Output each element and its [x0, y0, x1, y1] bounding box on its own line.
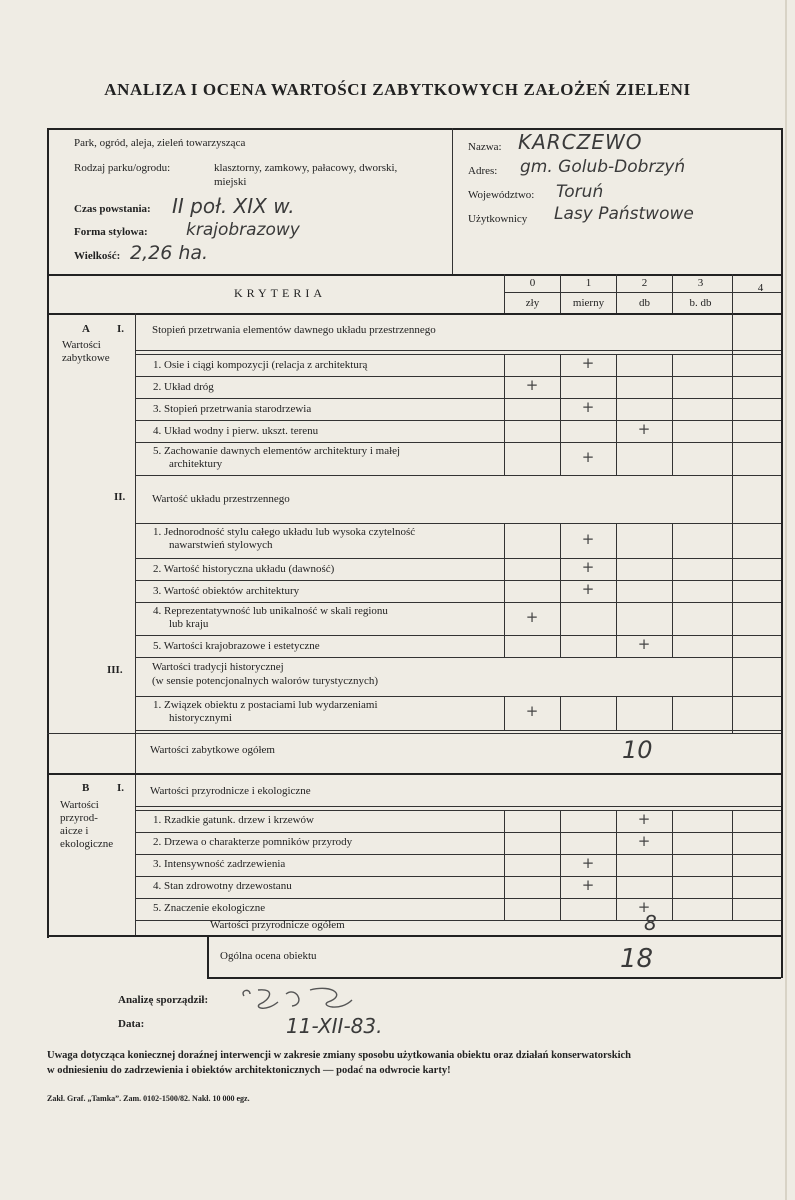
- section-a-group-3-subtitle: (w sensie potencjonalnych walorów turystycznych): [152, 675, 379, 687]
- section-b-row-label: 4. Stan zdrowotny drzewostanu: [153, 880, 292, 892]
- section-a-roman: I.: [117, 323, 125, 335]
- section-a-row-line: [135, 696, 781, 697]
- section-a-row-label: 4. Reprezentatywność lub unikalność w skali regionu: [153, 605, 388, 617]
- section-a-score-mark: +: [637, 635, 651, 653]
- criteria-top-line: [47, 274, 781, 276]
- section-b-cell-line: [672, 898, 673, 920]
- section-a-row-label: 5. Wartości krajobrazowe i estetyczne: [153, 639, 320, 652]
- overall-left-border: [207, 935, 209, 977]
- printer-info: Zakł. Graf. „Tamka”. Zam. 0102-1500/82. Nakł. 10 000 egz.: [47, 1094, 250, 1103]
- section-a-cell-line: [616, 376, 617, 398]
- table-right-border: [781, 128, 783, 978]
- section-b-score-mark: +: [637, 832, 651, 850]
- section-b-name-1: Wartości: [60, 799, 99, 811]
- section-a-cell-line: [672, 523, 673, 558]
- section-a-group-separator: [135, 475, 781, 476]
- section-a-row-line: [135, 558, 781, 559]
- section-a-cell-line: [672, 420, 673, 442]
- section-a-cell-line: [672, 376, 673, 398]
- section-b-cell-line: [732, 832, 733, 854]
- col-line-2: [616, 274, 617, 313]
- section-b-cell-line: [732, 810, 733, 832]
- section-a-cell-line: [672, 398, 673, 420]
- czas-value: II poł. XIX w.: [172, 194, 295, 218]
- section-b-cell-line: [504, 810, 505, 832]
- col-line-0: [504, 274, 505, 313]
- score-name-0: zły: [525, 297, 540, 309]
- score-3: 3: [697, 277, 704, 289]
- section-a-score-mark: +: [581, 447, 595, 466]
- section-a-score-mark: +: [581, 354, 595, 372]
- section-a-cell-line: [504, 398, 505, 420]
- park-type-line: Park, ogród, aleja, zieleń towarzysząca: [74, 137, 246, 149]
- section-a-row-line: [135, 442, 781, 443]
- section-a-row-label-cont: architektury: [169, 458, 223, 470]
- section-a-cell-line: [504, 580, 505, 602]
- section-a-row-line: [135, 420, 781, 421]
- section-b-letter: B: [82, 782, 90, 794]
- section-a-cell-line: [672, 442, 673, 475]
- section-b-row-line: [135, 876, 781, 877]
- section-b-bottom-line: [47, 935, 781, 937]
- section-a-cell-line: [560, 580, 561, 602]
- section-a-cell-line: [504, 523, 505, 558]
- section-b-row-line: [135, 898, 781, 899]
- overall-label: Ogólna ocena obiektu: [220, 950, 317, 962]
- section-a-cell-line: [616, 523, 617, 558]
- section-a-row-label: 3. Stopień przetrwania starodrzewia: [153, 402, 312, 415]
- section-a-cell-line: [560, 523, 561, 558]
- wojewodztwo-value: Toruń: [556, 182, 604, 202]
- section-a-row-label: 3. Wartość obiektów architektury: [153, 584, 300, 597]
- section-b-roman: I.: [117, 782, 125, 794]
- rodzaj-options-2: miejski: [214, 176, 247, 188]
- score-name-2: db: [639, 297, 650, 309]
- nazwa-value: KARCZEWO: [518, 130, 643, 154]
- page-edge: [785, 0, 787, 1200]
- section-a-cell-line: [560, 398, 561, 420]
- section-a-cell-line: [504, 420, 505, 442]
- section-a-row-line: [135, 354, 781, 355]
- section-a-score-mark: +: [581, 558, 595, 576]
- forma-value: krajobrazowy: [186, 220, 300, 240]
- section-b-cell-line: [672, 810, 673, 832]
- rodzaj-label: Rodzaj parku/ogrodu:: [74, 162, 171, 174]
- section-b-cell-line: [504, 898, 505, 920]
- group-line: [135, 806, 781, 807]
- section-a-score-mark: +: [581, 398, 595, 416]
- section-a-cell-line: [672, 354, 673, 376]
- section-a-cell-line: [504, 354, 505, 376]
- section-a-cell-line: [672, 580, 673, 602]
- czas-label: Czas powstania:: [74, 203, 151, 215]
- section-a-bottom-line: [47, 773, 781, 775]
- section-b-cell-line: [504, 832, 505, 854]
- section-b-row-line: [135, 832, 781, 833]
- score-0: 0: [529, 277, 536, 289]
- section-b-cell-line: [560, 854, 561, 876]
- section-a-row-label: 5. Zachowanie dawnych elementów architektury i małej: [153, 445, 401, 457]
- section-a-group-separator: [135, 657, 781, 658]
- section-b-cell-line: [616, 854, 617, 876]
- score-name-1: mierny: [572, 297, 605, 309]
- header-top-line: [47, 128, 781, 130]
- section-a-cell-line: [672, 558, 673, 580]
- section-a-cell-line: [560, 602, 561, 635]
- section-b-cell-line: [560, 898, 561, 920]
- section-b-cell-line: [672, 854, 673, 876]
- section-b-cell-line: [560, 876, 561, 898]
- section-b-total-label: Wartości przyrodnicze ogółem: [210, 919, 345, 931]
- section-b-score-mark: +: [581, 876, 595, 894]
- uzytkownicy-label: Użytkownicy: [468, 213, 528, 225]
- uzytkownicy-value: Lasy Państwowe: [554, 204, 694, 224]
- section-a-cell-line: [504, 442, 505, 475]
- note-line-1: Uwaga dotycząca koniecznej doraźnej interwencji w zakresie zmiany sposobu użytkowania obiektu oraz działań konserwatorskich: [47, 1050, 631, 1061]
- section-b-row-label: 3. Intensywność zadrzewienia: [153, 858, 286, 870]
- section-a-cell-line: [504, 696, 505, 730]
- section-a-score-mark: +: [637, 420, 651, 438]
- section-a-cell-line: [560, 696, 561, 730]
- section-a-row-label: 1. Jednorodność stylu całego układu lub wysoka czytelność: [153, 526, 416, 538]
- criteria-bottom-line: [47, 313, 781, 315]
- section-a-row-line: [135, 635, 781, 636]
- section-a-row-line: [135, 602, 781, 603]
- section-a-row-label-cont: lub kraju: [169, 618, 209, 630]
- section-a-cell-line: [560, 420, 561, 442]
- section-a-cell-line: [616, 442, 617, 475]
- header-divider: [452, 128, 453, 274]
- prepared-label: Analizę sporządził:: [118, 994, 209, 1006]
- section-a-cell-line: [616, 635, 617, 657]
- section-b-cell-line: [672, 876, 673, 898]
- section-a-row-line: [135, 376, 781, 377]
- score-name-3: b. db: [689, 297, 712, 309]
- forma-label: Forma stylowa:: [74, 226, 148, 238]
- section-b-name-2: przyrod-: [60, 812, 98, 824]
- section-b-row-line: [135, 810, 781, 811]
- section-a-row-line: [135, 523, 781, 524]
- section-b-cell-line: [504, 876, 505, 898]
- col-line-3: [672, 274, 673, 313]
- section-a-row-label-cont: historycznymi: [169, 712, 232, 724]
- section-a-cell-line: [504, 635, 505, 657]
- section-a-group-1-title: Stopień przetrwania elementów dawnego układu przestrzennego: [152, 324, 436, 336]
- section-b-cell-line: [732, 898, 733, 920]
- section-b-cell-line: [732, 854, 733, 876]
- section-a-row-label: 2. Wartość historyczna układu (dawność): [153, 562, 335, 575]
- form-title: ANALIZA I OCENA WARTOŚCI ZABYTKOWYCH ZAŁOŻEŃ ZIELENI: [104, 80, 691, 99]
- score-2: 2: [641, 277, 648, 289]
- section-a-group-end-line: [135, 730, 781, 731]
- section-b-cell-line: [616, 832, 617, 854]
- section-b-cell-line: [616, 898, 617, 920]
- section-a-cell-line: [560, 558, 561, 580]
- section-a-row-label: 1. Związek obiektu z postaciami lub wydarzeniami: [153, 699, 378, 711]
- section-a-letter: A: [82, 323, 90, 335]
- rodzaj-options: klasztorny, zamkowy, pałacowy, dworski,: [214, 162, 398, 174]
- section-b-name-3: aicze i: [60, 825, 89, 837]
- section-a-cell-line: [616, 420, 617, 442]
- date-label: Data:: [118, 1018, 145, 1030]
- overall-value: 18: [620, 944, 654, 974]
- criteria-heading: KRYTERIA: [234, 286, 326, 300]
- group-line: [135, 350, 781, 351]
- section-a-cell-line: [672, 696, 673, 730]
- score-1: 1: [585, 277, 592, 289]
- overall-bottom-line: [207, 977, 781, 979]
- section-a-row-label: 1. Osie i ciągi kompozycji (relacja z architekturą: [153, 358, 368, 371]
- section-a-group-3-title: Wartości tradycji historycznej: [152, 661, 284, 673]
- section-a-cell-line: [616, 558, 617, 580]
- section-a-cell-line: [616, 696, 617, 730]
- score-4: 4: [757, 282, 764, 294]
- section-a-score-mark: +: [525, 702, 539, 720]
- signature: [236, 982, 366, 1016]
- section-a-cell-line: [560, 354, 561, 376]
- nazwa-label: Nazwa:: [468, 141, 502, 153]
- section-b-cell-line: [560, 810, 561, 832]
- section-a-score-mark: +: [525, 607, 539, 626]
- section-column-divider: [135, 313, 136, 936]
- col-line-1: [560, 274, 561, 313]
- date-value: 11-XII-83.: [286, 1014, 383, 1038]
- wojewodztwo-label: Województwo:: [468, 189, 535, 201]
- section-a-total-label: Wartości zabytkowe ogółem: [150, 744, 275, 756]
- col-4-line: [732, 313, 733, 733]
- section-a-name: Wartości zabytkowe: [62, 339, 110, 364]
- section-b-cell-line: [504, 854, 505, 876]
- section-b-name-4: ekologiczne: [60, 838, 114, 850]
- section-a-cell-line: [616, 580, 617, 602]
- section-a-total-value: 10: [622, 736, 653, 764]
- section-a-score-mark: +: [525, 376, 539, 394]
- section-a-cell-line: [504, 602, 505, 635]
- section-a-group-2-title: Wartość układu przestrzennego: [152, 493, 290, 505]
- section-a-cell-line: [672, 602, 673, 635]
- section-a-cell-line: [560, 442, 561, 475]
- section-a-cell-line: [504, 558, 505, 580]
- section-a-cell-line: [616, 398, 617, 420]
- adres-label: Adres:: [468, 165, 498, 177]
- section-a-cell-line: [560, 376, 561, 398]
- section-a-row-label-cont: nawarstwień stylowych: [169, 539, 273, 551]
- section-a-cell-line: [616, 602, 617, 635]
- section-a-row-line: [135, 398, 781, 399]
- section-b-row-label: 1. Rzadkie gatunk. drzew i krzewów: [153, 814, 314, 826]
- section-b-cell-line: [560, 832, 561, 854]
- section-b-score-mark: +: [637, 898, 651, 916]
- table-left-border: [47, 128, 49, 938]
- section-b-total-value: 8: [644, 911, 657, 935]
- section-a-cell-line: [616, 354, 617, 376]
- section-b-score-mark: +: [581, 854, 595, 872]
- section-a-cell-line: [560, 635, 561, 657]
- section-a-score-mark: +: [581, 529, 595, 548]
- section-b-score-mark: +: [637, 810, 651, 828]
- wielkosc-value: 2,26 ha.: [130, 242, 209, 264]
- section-b-row-label: 2. Drzewa o charakterze pomników przyrody: [153, 836, 353, 848]
- section-b-row-line: [135, 854, 781, 855]
- section-b-cell-line: [616, 876, 617, 898]
- note-line-2: w odniesieniu do zadrzewienia i obiektów architektonicznych — podać na odwrocie karty!: [47, 1065, 451, 1076]
- section-a-group-3-roman: III.: [107, 664, 123, 676]
- adres-value: gm. Golub-Dobrzyń: [520, 157, 686, 177]
- section-a-row-label: 2. Układ dróg: [153, 380, 214, 393]
- section-a-score-mark: +: [581, 580, 595, 598]
- section-b-cell-line: [616, 810, 617, 832]
- section-a-row-line: [135, 580, 781, 581]
- col-line-4: [732, 274, 733, 313]
- wielkosc-label: Wielkość:: [74, 250, 121, 262]
- section-b-cell-line: [732, 876, 733, 898]
- section-b-cell-line: [672, 832, 673, 854]
- section-a-group-2-roman: II.: [114, 491, 126, 503]
- section-b-row-label: 5. Znaczenie ekologiczne: [153, 902, 266, 914]
- section-a-total-top: [47, 733, 781, 734]
- section-a-row-label: 4. Układ wodny i pierw. ukszt. terenu: [153, 424, 319, 437]
- section-a-cell-line: [504, 376, 505, 398]
- section-b-group-title: Wartości przyrodnicze i ekologiczne: [150, 785, 311, 797]
- section-a-cell-line: [672, 635, 673, 657]
